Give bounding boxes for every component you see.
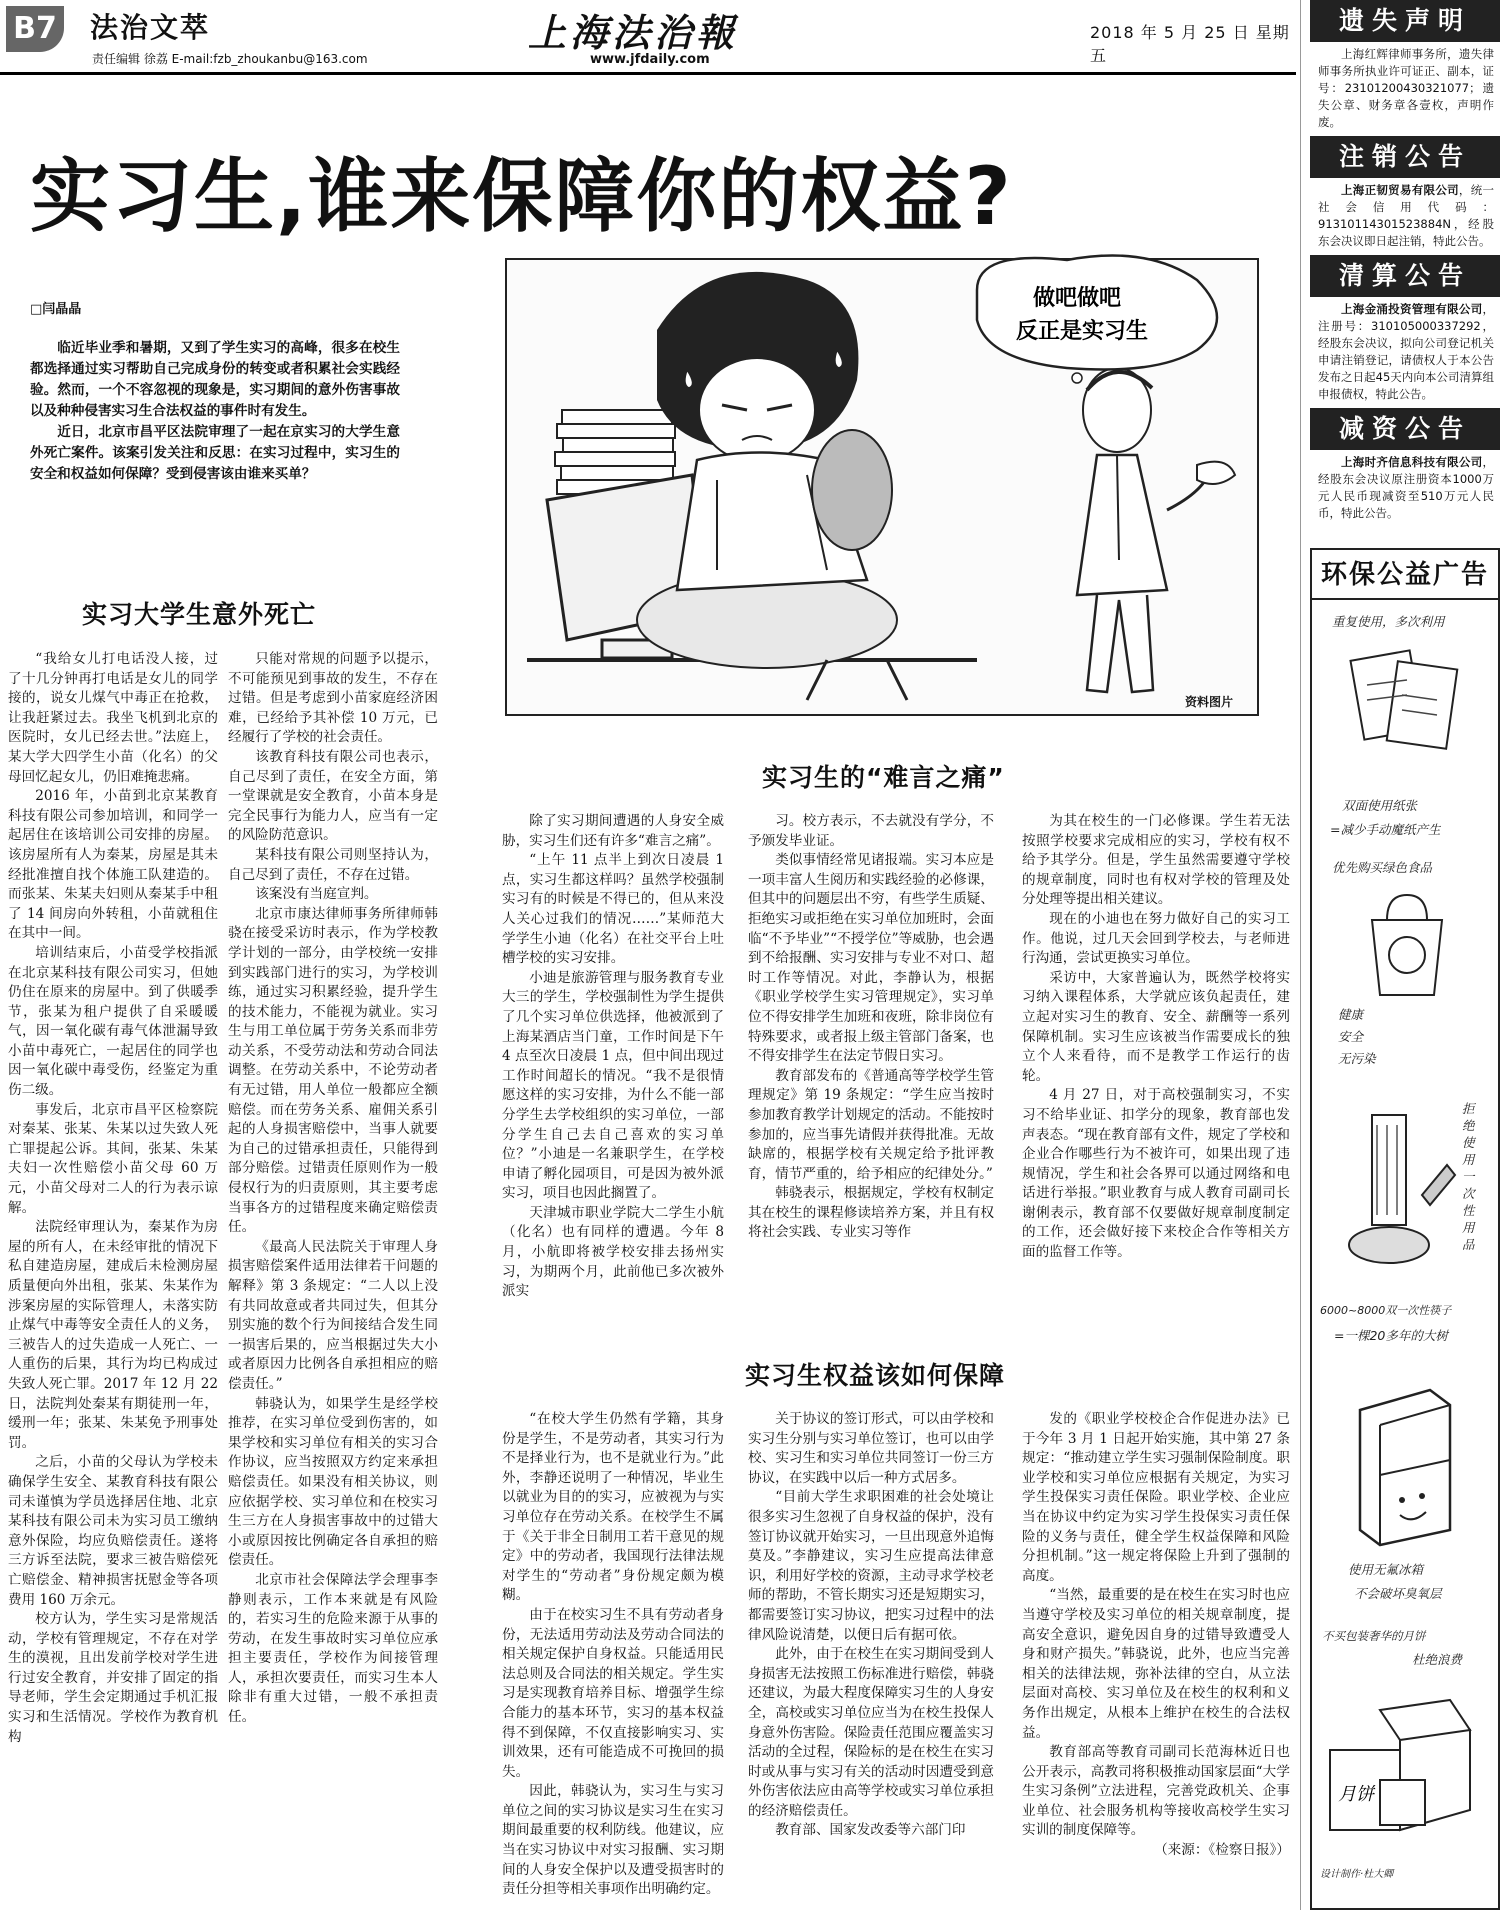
green-food-bag-icon [1352,890,1462,1000]
paragraph: 由于在校实习生不具有劳动者身份，无法适用劳动法及劳动合同法的相关规定保护自身权益。只能适用民法总则及合同法的相关规定。学生实习是实现教育培养目标、增强学生综合能力的基本环节，实习的基本权益得不到保障，不仅直接影响实习、实训效果，还有可能造成不可挽回的损失。 [502,1606,724,1780]
paragraph: 韩骁表示，根据规定，学校有权制定其在校生的课程修读培养方案，并且有权将社会实践、专业实习等作 [748,1185,994,1241]
article-column [228,650,438,1905]
ad-caption: 使用无氟冰箱 [1348,1562,1424,1577]
paragraph: 北京市社会保障法学会理事李静则表示，工作本来就是有风险的，若实习生的危险来源于从事的劳动，在发生事故时实习单位应承担主要责任，学校作为间接管理人，承担次要责任，而实习生本人除非有重大过错，一般不承担责任。 [228,1571,438,1726]
notice-title: 清算公告 [1310,255,1500,297]
paragraph: 为其在校生的一门必修课。学生若无法按照学校要求完成相应的实习，学校有权不给予其学分。但是，学生虽然需要遵守学校的规章制度，同时也有权对学校的管理及处分处理等提出相关建议。 [1022,813,1290,908]
paragraph: 类似事情经常见诸报端。实习本应是一项丰富人生阅历和实践经验的必修课，但其中的问题层出不穷，有些学生质疑、拒绝实习或拒绝在实习单位加班时，会面临“不予毕业”“不授学位”等威胁，也会遇到不给报酬、实习安排与专业不对口、超时工作等情况。对此，李静认为，根据《职业学校学生实习管理规定》，实习单位不得安排学生加班和夜班，除非岗位有特殊要求，或者报上级主管部门备案，也不得安排学生在法定节假日实习。 [748,852,994,1065]
paragraph: 某科技有限公司则坚持认为，自己尽到了责任，不存在过错。 [228,846,438,883]
notice-body [1310,450,1500,527]
speech-line-2: 反正是实习生 [1015,319,1149,344]
notice-text: ，经股东会决议原注册资本1000万元人民币现减资至510万元人民币，特此公告。 [1318,455,1494,520]
fridge-icon [1340,1380,1470,1550]
paragraph: 校方认为，学生实习是常规活动，学校有管理规定，不存在对学生的漠视，且出发前学校对学生进行过安全教育，并安排了固定的指导老师，学生会定期通过手机汇报实习和生活情况。学校作为教育机构 [8,1611,218,1745]
cartoon-drawing [507,260,1257,714]
paragraph: 《最高人民法院关于审理人身损害赔偿案件适用法律若干问题的解释》第 3 条规定：“二人以上没有共同故意或者共同过失，但其分别实施的数个行为间接结合发生同一损害后果的，应当根据过失大小或者原因力比例各自承担相应的赔偿责任。” [228,1238,438,1392]
paragraph: 培训结束后，小苗受学校指派在北京某科技有限公司实习，但她仍住在原来的房屋中。到了供暖季节，张某为租户提供了自采暖暖气，因一氧化碳有毒气体泄漏导致小苗中毒死亡，一起居住的同学也因一氧化碳中毒受伤，经鉴定为重伤二级。 [8,944,218,1099]
cartoon-illustration [505,258,1259,716]
paragraph: 小迪是旅游管理与服务教育专业大三的学生，学校强制性为学生提供了几个实习单位供选择，他被派到了上海某酒店当门童，工作时间是下午 4 点至次日凌晨 1 点，但中间出现过工作时间超长的情况。“我不是很情愿这样的实习安排，为什么不能一部分学生去学校组织的实习单位，一部分学生自己去自己喜欢的实习单位？”小迪是一名兼职学生，在学校申请了孵化园项目，可是因为被外派实习，项目也因此搁置了。 [502,969,724,1202]
notice-company: 上海时齐信息科技有限公司 [1341,455,1483,469]
section-heading: 实习生的“难言之痛” [762,763,1005,792]
mooncake-box-icon [1320,1680,1490,1850]
paragraph: 现在的小迪也在努力做好自己的实习工作。他说，过几天会回到学校去，与老师进行沟通，尝试更换实习单位。 [1022,910,1290,967]
ad-caption: 重复使用，多次利用 [1332,614,1445,629]
article-column [748,812,994,1282]
paragraph: “当然，最重要的是在校生在实习时也应当遵守学校及实习单位的相关规章制度，提高安全意识，避免因自身的过错导致遭受人身和财产损失。”韩骁说，此外，也应当完善相关的法律法规，弥补法律的空白，从立法层面对高校、实习单位及在校生的权利和义务作出规定，从根本上维护在校生的合法权益。 [1022,1587,1290,1741]
paragraph: 事发后，北京市昌平区检察院对秦某、张某、朱某以过失致人死亡罪提起公诉。其间，张某、朱某夫妇一次性赔偿小苗父母 60 万元，小苗父母对二人的行为表示谅解。 [8,1101,218,1216]
paragraph: 法院经审理认为，秦某作为房屋的所有人，在未经审批的情况下私自建造房屋，建成后未检测房屋质量便向外出租，张某、朱某作为涉案房屋的实际管理人，未落实防止煤气中毒等安全责任人的义务，三被告人的过失造成一人死亡、一人重伤的后果，其行为均已构成过失致人死亡罪。2017 年 12 月 22 日，法院判处秦某有期徒刑一年，缓刑一年；张某、朱某免予刑事处罚。 [8,1219,218,1451]
paragraph: 之后，小苗的父母认为学校未确保学生安全、某教育科技有限公司未谨慎为学员选择居住地、北京某科技有限公司未为实习员工缴纳意外保险，均应负赔偿责任。遂将三方诉至法院，要求三被告赔偿死亡赔偿金、精神损害抚慰金等各项费用 160 万余元。 [8,1454,218,1608]
ad-credit: 设计制作·杜大卿 [1320,1869,1394,1880]
editor-line: 责任编辑 徐荔 E-mail:fzb_zhoukanbu@163.com [92,52,368,66]
newspaper-masthead: 上海法治報 [528,10,739,55]
notice-lost [1310,0,1500,136]
cartoon-caption: 资料图片 [1185,695,1234,709]
paragraph: 2016 年，小苗到北京某教育科技有限公司参加培训，和同学一起居住在该培训公司安排的房屋。该房屋所有人为秦某，房屋是其未经批准擅自找个体施工队建造的。而张某、朱某夫妇则从秦某手中租了 14 间房向外转租，小苗就租住在其中一间。 [8,788,218,942]
lead-paragraph: 近日，北京市昌平区法院审理了一起在京实习的大学生意外死亡案件。该案引发关注和反思：在实习过程中，实习生的安全和权益如何保障？受到侵害该由谁来买单？ [30,424,400,482]
ad-caption: 健康 [1338,1007,1364,1022]
paragraph: 采访中，大家普遍认为，既然学校将实习纳入课程体系，大学就应该负起责任，建立起对实习生的教育、安全、薪酬等一系列保障机制。实习生应该被当作需要成长的独立个人来看待，而不是教学工作运行的齿轮。 [1022,969,1290,1084]
ad-caption: 无污染 [1338,1051,1376,1066]
paragraph: 教育部、国家发改委等六部门印 [775,1822,966,1839]
paragraph: 发的《职业学校校企合作促进办法》已于今年 3 月 1 日起开始实施，其中第 27 条规定：“推动建立学生实习强制保险制度。职业学校和实习单位应根据有关规定，为实习学生投保实习责任保险。职业学校、企业应当在协议中约定为实习学生投保实习责任保险的义务与责任，健全学生权益保障和风险分担机制。”这一规定将保险上升到了强制的高度。 [1022,1411,1290,1584]
article-headline: 实习生,谁来保障你的权益? [30,150,1013,243]
ad-caption: =减少手动魔纸产生 [1330,822,1441,837]
paragraph: “上午 11 点半上到次日凌晨 1 点，实习生都这样吗？虽然学校强制实习有的时候是不得已的，但从来没人关心过我们的情况……”某师范大学学生小迪（化名）在社交平台上吐槽学校的实习安排。 [502,852,724,967]
speech-bubble [977,256,1217,370]
ad-caption: 双面使用纸张 [1342,798,1418,813]
section-name: 法治文萃 [90,11,211,44]
article-byline: □闫晶晶 [30,302,82,317]
notice-title: 遗失声明 [1310,0,1500,42]
notice-text: ，统一社会信用代码：91310114301523884N，经股东会决议即日起注销，特此公告。 [1318,183,1495,248]
paragraph: “我给女儿打电话没人接，过了十几分钟再打电话是女儿的同学接的，说女儿煤气中毒正在抢救，让我赶紧过去。我坐飞机到北京的医院时，女儿已经去世。”法庭上，某大学大四学生小苗（化名）的父母回忆起女儿，仍旧难掩悲痛。 [8,651,218,785]
ad-caption: 安全 [1338,1029,1364,1044]
notice-body [1310,178,1500,255]
paragraph: “在校大学生仍然有学籍，其身份是学生，不是劳动者，其实习行为不是择业行为，也不是就业行为。”此外，李静还说明了一种情况，毕业生以就业为目的的实习，应被视为与实习单位存在劳动关系。在校学生不属于《关于非全日制用工若干意见的规定》中的劳动者，我国现行法律法规对学生的“劳动者”身份规定颇为模糊。 [502,1411,724,1604]
paragraph: 因此，韩骁认为，实习生与实习单位之间的实习协议是实习生在实习期间最重要的权利防线。他建议，应当在实习协议中对实习报酬、实习期间的人身安全保护以及遭受损害时的责任分担等相关事项作出明确约定。 [502,1783,724,1898]
eco-public-service-ad [1310,548,1500,1910]
ad-caption: 不买包装奢华的月饼 [1322,1629,1426,1643]
paragraph: “目前大学生求职困难的社会处境让很多实习生忽视了自身权益的保护，没有签订协议就开始实习，一旦出现意外追悔莫及。”李静建议，实习生应提高法律意识，利用好学校的资源，主动寻求学校老师的帮助，不管长期实习还是短期实习，都需要签订实习协议，把实习过程中的法律风险说清楚，以便日后有据可依。 [748,1489,994,1643]
paragraph: 该案没有当庭宣判。 [255,886,378,903]
ad-title: 环保公益广告 [1312,550,1498,600]
paragraph: 教育部高等教育司副司长范海林近日也公开表示，高教司将积极推动国家层面“大学生实习条例”立法进程，完善党政机关、企事业单位、社会服务机构等接收高校学生实习实训的制度保障等。 [1022,1744,1290,1839]
notice-body [1310,297,1500,408]
paragraph: 教育部发布的《普通高等学校学生管理规定》第 19 条规定：“学生应当按时参加教育教学计划规定的活动。不能按时参加的，应当事先请假并获得批准。无故缺席的，根据学校有关规定给予批评教育，情节严重的，给予相应的纪律处分。” [748,1067,994,1182]
lead-paragraph: 临近毕业季和暑期，又到了学生实习的高峰，很多在校生都选择通过实习帮助自己完成身份的转变或者积累社会实践经验。然而，一个不容忽视的现象是，实习期间的意外伤害事故以及种种侵害实习生合法权益的事件时有发生。 [30,340,400,419]
article-column [748,1410,994,1905]
notice-text: ，注册号：310105000337292，经股东会决议，拟向公司登记机关申请注销登记，请债权人于本公告发布之日起45天内向本公司清算组申报债权，特此公告。 [1318,302,1494,401]
paragraph: 习。校方表示，不去就没有学分，不予颁发毕业证。 [748,813,994,849]
page-number-badge: B7 [6,6,64,52]
paragraph: 只能对常规的问题予以提示，不可能预见到事故的发生，不存在过错。但是考虑到小苗家庭经济困难，已经给予其补偿 10 万元，已经履行了学校的社会责任。 [228,651,438,746]
chopsticks-tree-icon [1337,1105,1457,1275]
issue-date: 2018 年 5 月 25 日 星期五 [1090,23,1290,65]
section-heading: 实习大学生意外死亡 [82,600,317,629]
ad-caption: 优先购买绿色食品 [1332,860,1433,875]
ad-caption: 不会破坏臭氧层 [1354,1586,1442,1601]
article-lead [30,338,400,485]
paragraph: 韩骁认为，如果学生是经学校推荐，在实习单位受到伤害的，如果学校和实习单位有相关的实习合作协议，应当按照双方约定来承担赔偿责任。如果没有相关协议，则应依据学校、实习单位和在校实习生三方在人身损害事故中的过错大小或原因按比例确定各自承担的赔偿责任。 [228,1395,438,1569]
ad-caption: 拒绝使用一次性用品 [1462,1101,1475,1252]
notice-liquidation [1310,255,1500,408]
notice-body [1310,42,1500,136]
website-link[interactable]: www.jfdaily.com [590,52,710,67]
notice-text: 上海红辉律师事务所，遗失律师事务所执业许可证正、副本，证号：23101200430321077；遗失公章、财务章各壹枚，声明作废。 [1318,47,1494,129]
article-column [502,1410,724,1905]
article-column [1022,1410,1290,1905]
ad-caption: =一棵20多年的大树 [1334,1328,1448,1343]
ad-caption: 6000~8000双一次性筷子 [1320,1304,1452,1317]
header-rule [0,72,1296,75]
paragraph: 关于协议的签订形式，可以由学校和实习生分别与实习单位签订，也可以由学校、实习生和实习单位共同签订一份三方协议，在实践中以后一种方式居多。 [748,1411,994,1486]
paragraph: 除了实习期间遭遇的人身安全威胁，实习生们还有许多“难言之痛”。 [502,813,724,849]
notices-column [1310,0,1500,527]
column-divider [1300,0,1301,1910]
article-source: （来源：《检察日报》） [1154,1842,1290,1859]
box-label: 月饼 [1338,1784,1374,1805]
notice-company: 上海金涌投资管理有限公司 [1341,302,1483,316]
paragraph: 北京市康达律师事务所律师韩骁在接受采访时表示，作为学校教学计划的一部分，由学校统一安排到实践部门进行的实习，为学校训练，通过实习积累经验，提升学生的技术能力，不能视为就业。实习生与用工单位属于劳务关系而非劳动关系，不受劳动法和劳动合同法调整。在劳动关系中，不论劳动者有无过错，用人单位一般都应全额赔偿。而在劳务关系、雇佣关系引起的人身损害赔偿中，当事人就要为自己的过错承担责任，只能得到部分赔偿。过错责任原则作为一般侵权行为的归责原则，其主要考虑当事各方的过错程度来确定赔偿责任。 [228,905,438,1236]
article-column [502,812,724,1300]
notice-capital-reduction [1310,408,1500,527]
paragraph: 此外，由于在校生在实习期间受到人身损害无法按照工伤标准进行赔偿，韩骁还建议，为最大程度保障实习生的人身安全，高校或实习单位应当为在校生投保人身意外伤害险。保险责任范围应覆盖实习活动的全过程，保险标的是在校生在实习时或从事与实习有关的活动时因遭受到意外伤害依法应由高等学校或实习单位承担的经济赔偿责任。 [748,1646,994,1819]
paragraph: 天津城市职业学院大二学生小航（化名）也有同样的遭遇。今年 8 月，小航即将被学校安排去扬州实习，为期两个月，此前他已多次被外派实 [502,1204,724,1300]
notice-title: 注销公告 [1310,136,1500,178]
ad-caption: 杜绝浪费 [1412,1652,1463,1667]
notice-company: 上海正韧贸易有限公司 [1341,183,1459,197]
article-column [8,650,218,1905]
notice-deregistration [1310,136,1500,255]
notice-title: 减资公告 [1310,408,1500,450]
paragraph: 4 月 27 日，对于高校强制实习，不实习不给毕业证、扣学分的现象，教育部也发声表态。“现在教育部有文件，规定了学校和企业合作哪些行为不被许可，如果出现了违规情况，学生和社会各界可以通过网络和电话进行举报。”职业教育与成人教育司副司长谢俐表示，教育部不仅要做好规章制度制定的工作，还会做好接下来校企合作等相关方面的监督工作等。 [1022,1087,1290,1261]
speech-line-1: 做吧做吧 [1032,286,1122,311]
article-column [1022,812,1290,1282]
page-header [0,0,1296,70]
section-heading: 实习生权益该如何保障 [745,1361,1006,1390]
recycle-paper-icon [1337,645,1477,765]
paragraph: 该教育科技有限公司也表示，自己尽到了责任，在安全方面，第一堂课就是安全教育，小苗本身是完全民事行为能力人，应当有一定的风险防范意识。 [228,748,438,844]
